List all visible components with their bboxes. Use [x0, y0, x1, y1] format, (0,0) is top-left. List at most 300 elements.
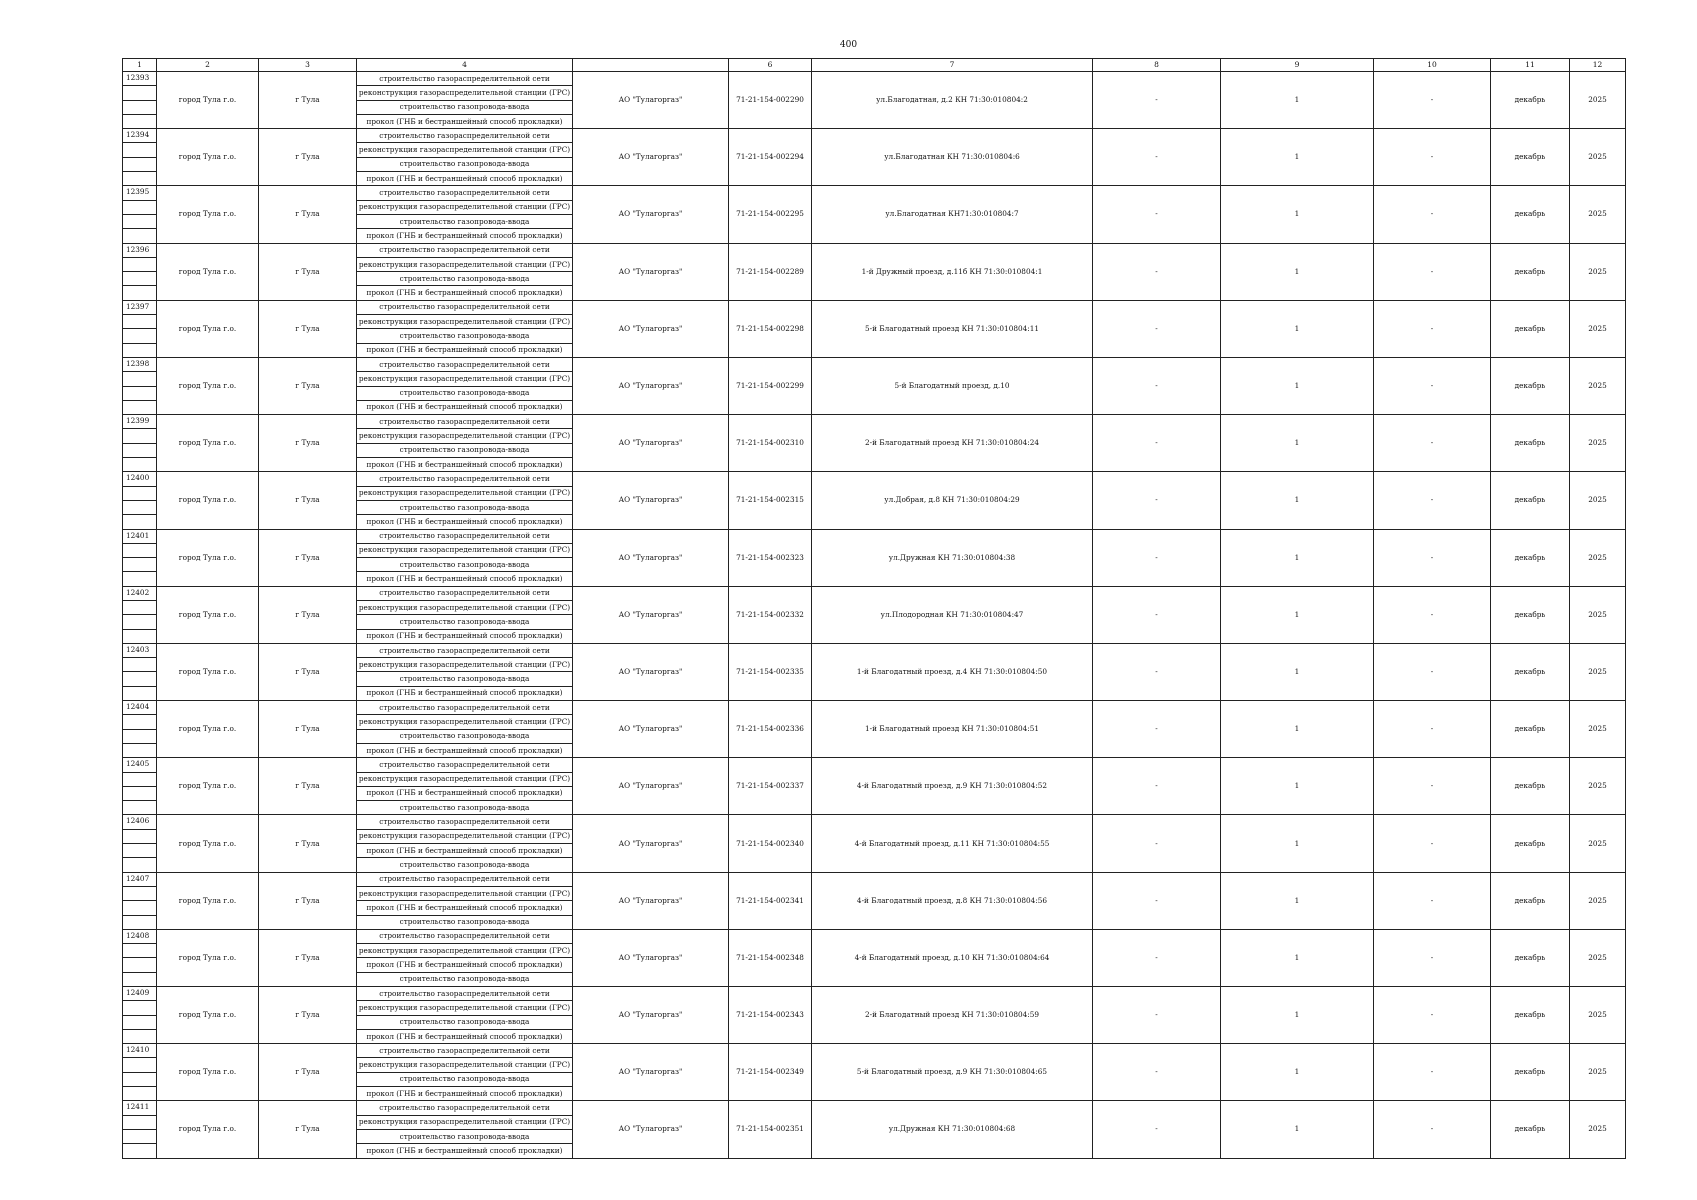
work-type-cell: строительство газопровода-ввода [357, 972, 573, 986]
column-header: 8 [1093, 59, 1221, 72]
operator-cell: АО "Тулагоргаз" [573, 815, 729, 872]
record-number-blank [123, 915, 157, 929]
work-type-cell: реконструкция газораспределительной станции (ГРС) [357, 86, 573, 100]
record-number: 12395 [123, 186, 157, 200]
quantity-cell: 1 [1221, 129, 1374, 186]
record-subrow [123, 872, 1626, 886]
column-10-cell: - [1374, 72, 1491, 129]
record-number-blank [123, 600, 157, 614]
column-10-cell: - [1374, 815, 1491, 872]
record-number-blank [123, 143, 157, 157]
record-number: 12393 [123, 72, 157, 86]
column-8-cell: - [1093, 357, 1221, 414]
record-number: 12398 [123, 357, 157, 371]
object-code-cell: 71-21-154-002289 [729, 243, 812, 300]
quantity-cell: 1 [1221, 357, 1374, 414]
settlement-cell: г Тула [259, 815, 357, 872]
column-8-cell: - [1093, 872, 1221, 929]
record-number-blank [123, 1015, 157, 1029]
month-cell: декабрь [1491, 815, 1570, 872]
record-number-blank [123, 172, 157, 186]
column-header: 9 [1221, 59, 1374, 72]
district-cell: город Тула г.о. [157, 586, 259, 643]
work-type-cell: реконструкция газораспределительной станции (ГРС) [357, 944, 573, 958]
work-type-cell: прокол (ГНБ и бестраншейный способ прокладки) [357, 786, 573, 800]
record-number-blank [123, 715, 157, 729]
address-cell: 5-й Благодатный проезд, д.10 [812, 357, 1093, 414]
work-type-cell: прокол (ГНБ и бестраншейный способ прокладки) [357, 1087, 573, 1101]
address-cell: 4-й Благодатный проезд, д.10 КН 71:30:010804:64 [812, 929, 1093, 986]
district-cell: город Тула г.о. [157, 415, 259, 472]
work-type-cell: прокол (ГНБ и бестраншейный способ прокладки) [357, 515, 573, 529]
record-number-blank [123, 1029, 157, 1043]
record-number-blank [123, 1058, 157, 1072]
column-header: 4 [357, 59, 573, 72]
month-cell: декабрь [1491, 872, 1570, 929]
record-subrow [123, 987, 1626, 1001]
record-number-blank [123, 515, 157, 529]
work-type-cell: прокол (ГНБ и бестраншейный способ прокладки) [357, 400, 573, 414]
work-type-cell: прокол (ГНБ и бестраншейный способ прокладки) [357, 958, 573, 972]
work-type-cell: строительство газораспределительной сети [357, 186, 573, 200]
record-number-blank [123, 200, 157, 214]
operator-cell: АО "Тулагоргаз" [573, 300, 729, 357]
work-type-cell: строительство газопровода-ввода [357, 729, 573, 743]
register-table [122, 58, 1626, 1159]
record-number: 12397 [123, 300, 157, 314]
object-code-cell: 71-21-154-002315 [729, 472, 812, 529]
district-cell: город Тула г.о. [157, 929, 259, 986]
work-type-cell: строительство газопровода-ввода [357, 915, 573, 929]
operator-cell: АО "Тулагоргаз" [573, 758, 729, 815]
operator-cell: АО "Тулагоргаз" [573, 72, 729, 129]
district-cell: город Тула г.о. [157, 243, 259, 300]
settlement-cell: г Тула [259, 987, 357, 1044]
month-cell: декабрь [1491, 300, 1570, 357]
work-type-cell: строительство газопровода-ввода [357, 386, 573, 400]
column-8-cell: - [1093, 186, 1221, 243]
object-code-cell: 71-21-154-002349 [729, 1044, 812, 1101]
work-type-cell: прокол (ГНБ и бестраншейный способ прокладки) [357, 844, 573, 858]
column-8-cell: - [1093, 243, 1221, 300]
work-type-cell: реконструкция газораспределительной станции (ГРС) [357, 1115, 573, 1129]
year-cell: 2025 [1570, 529, 1626, 586]
work-type-cell: реконструкция газораспределительной станции (ГРС) [357, 372, 573, 386]
record-number: 12411 [123, 1101, 157, 1115]
column-10-cell: - [1374, 872, 1491, 929]
year-cell: 2025 [1570, 586, 1626, 643]
record-number-blank [123, 458, 157, 472]
record-number: 12400 [123, 472, 157, 486]
work-type-cell: прокол (ГНБ и бестраншейный способ прокладки) [357, 172, 573, 186]
record-subrow [123, 129, 1626, 143]
column-8-cell: - [1093, 758, 1221, 815]
settlement-cell: г Тула [259, 300, 357, 357]
work-type-cell: строительство газопровода-ввода [357, 443, 573, 457]
work-type-cell: строительство газораспределительной сети [357, 987, 573, 1001]
district-cell: город Тула г.о. [157, 872, 259, 929]
work-type-cell: реконструкция газораспределительной станции (ГРС) [357, 1058, 573, 1072]
work-type-cell: прокол (ГНБ и бестраншейный способ прокладки) [357, 229, 573, 243]
object-code-cell: 71-21-154-002351 [729, 1101, 812, 1158]
settlement-cell: г Тула [259, 701, 357, 758]
record-number-blank [123, 743, 157, 757]
record-subrow [123, 1101, 1626, 1115]
work-type-cell: строительство газораспределительной сети [357, 815, 573, 829]
settlement-cell: г Тула [259, 643, 357, 700]
month-cell: декабрь [1491, 472, 1570, 529]
record-number-blank [123, 686, 157, 700]
year-cell: 2025 [1570, 815, 1626, 872]
record-number: 12396 [123, 243, 157, 257]
object-code-cell: 71-21-154-002323 [729, 529, 812, 586]
address-cell: 2-й Благодатный проезд КН 71:30:010804:24 [812, 415, 1093, 472]
record-number-blank [123, 100, 157, 114]
record-number-blank [123, 658, 157, 672]
quantity-cell: 1 [1221, 1101, 1374, 1158]
work-type-cell: прокол (ГНБ и бестраншейный способ прокладки) [357, 686, 573, 700]
column-header: 2 [157, 59, 259, 72]
address-cell: ул.Благодатная КН71:30:010804:7 [812, 186, 1093, 243]
record-number-blank [123, 114, 157, 128]
column-10-cell: - [1374, 701, 1491, 758]
record-number-blank [123, 944, 157, 958]
record-subrow [123, 415, 1626, 429]
column-10-cell: - [1374, 243, 1491, 300]
year-cell: 2025 [1570, 186, 1626, 243]
year-cell: 2025 [1570, 1101, 1626, 1158]
month-cell: декабрь [1491, 357, 1570, 414]
record-number: 12403 [123, 643, 157, 657]
column-8-cell: - [1093, 987, 1221, 1044]
record-number-blank [123, 1129, 157, 1143]
record-subrow [123, 300, 1626, 314]
work-type-cell: реконструкция газораспределительной станции (ГРС) [357, 315, 573, 329]
record-number-blank [123, 672, 157, 686]
work-type-cell: строительство газопровода-ввода [357, 858, 573, 872]
work-type-cell: строительство газораспределительной сети [357, 758, 573, 772]
work-type-cell: строительство газораспределительной сети [357, 586, 573, 600]
record-number-blank [123, 429, 157, 443]
object-code-cell: 71-21-154-002298 [729, 300, 812, 357]
object-code-cell: 71-21-154-002332 [729, 586, 812, 643]
operator-cell: АО "Тулагоргаз" [573, 243, 729, 300]
quantity-cell: 1 [1221, 186, 1374, 243]
month-cell: декабрь [1491, 243, 1570, 300]
record-number-blank [123, 1072, 157, 1086]
record-number-blank [123, 315, 157, 329]
district-cell: город Тула г.о. [157, 1101, 259, 1158]
column-8-cell: - [1093, 300, 1221, 357]
object-code-cell: 71-21-154-002294 [729, 129, 812, 186]
record-number: 12406 [123, 815, 157, 829]
work-type-cell: строительство газопровода-ввода [357, 100, 573, 114]
operator-cell: АО "Тулагоргаз" [573, 987, 729, 1044]
record-subrow [123, 701, 1626, 715]
work-type-cell: строительство газопровода-ввода [357, 672, 573, 686]
address-cell: 1-й Благодатный проезд КН 71:30:010804:51 [812, 701, 1093, 758]
address-cell: ул.Добрая, д.8 КН 71:30:010804:29 [812, 472, 1093, 529]
column-8-cell: - [1093, 1044, 1221, 1101]
work-type-cell: строительство газораспределительной сети [357, 1101, 573, 1115]
quantity-cell: 1 [1221, 586, 1374, 643]
column-header: 6 [729, 59, 812, 72]
operator-cell: АО "Тулагоргаз" [573, 872, 729, 929]
work-type-cell: реконструкция газораспределительной станции (ГРС) [357, 429, 573, 443]
address-cell: 2-й Благодатный проезд КН 71:30:010804:59 [812, 987, 1093, 1044]
quantity-cell: 1 [1221, 758, 1374, 815]
operator-cell: АО "Тулагоргаз" [573, 701, 729, 758]
record-number-blank [123, 1144, 157, 1158]
work-type-cell: строительство газопровода-ввода [357, 272, 573, 286]
record-number: 12399 [123, 415, 157, 429]
work-type-cell: строительство газопровода-ввода [357, 1129, 573, 1143]
month-cell: декабрь [1491, 643, 1570, 700]
month-cell: декабрь [1491, 1044, 1570, 1101]
register-body [123, 72, 1626, 1159]
work-type-cell: строительство газораспределительной сети [357, 643, 573, 657]
record-number: 12394 [123, 129, 157, 143]
record-subrow [123, 357, 1626, 371]
work-type-cell: строительство газораспределительной сети [357, 129, 573, 143]
quantity-cell: 1 [1221, 415, 1374, 472]
record-number-blank [123, 443, 157, 457]
column-10-cell: - [1374, 186, 1491, 243]
operator-cell: АО "Тулагоргаз" [573, 1101, 729, 1158]
record-number-blank [123, 772, 157, 786]
settlement-cell: г Тула [259, 1101, 357, 1158]
record-subrow [123, 186, 1626, 200]
address-cell: ул.Дружная КН 71:30:010804:68 [812, 1101, 1093, 1158]
work-type-cell: строительство газораспределительной сети [357, 415, 573, 429]
record-number-blank [123, 558, 157, 572]
year-cell: 2025 [1570, 758, 1626, 815]
record-subrow [123, 815, 1626, 829]
month-cell: декабрь [1491, 129, 1570, 186]
column-10-cell: - [1374, 987, 1491, 1044]
year-cell: 2025 [1570, 987, 1626, 1044]
column-header: 7 [812, 59, 1093, 72]
record-number-blank [123, 615, 157, 629]
settlement-cell: г Тула [259, 72, 357, 129]
column-10-cell: - [1374, 529, 1491, 586]
address-cell: 4-й Благодатный проезд, д.11 КН 71:30:010804:55 [812, 815, 1093, 872]
district-cell: город Тула г.о. [157, 300, 259, 357]
record-subrow [123, 643, 1626, 657]
work-type-cell: строительство газопровода-ввода [357, 1015, 573, 1029]
record-number-blank [123, 958, 157, 972]
settlement-cell: г Тула [259, 758, 357, 815]
work-type-cell: прокол (ГНБ и бестраншейный способ прокладки) [357, 458, 573, 472]
work-type-cell: строительство газораспределительной сети [357, 701, 573, 715]
column-8-cell: - [1093, 529, 1221, 586]
column-header: 10 [1374, 59, 1491, 72]
record-number-blank [123, 543, 157, 557]
settlement-cell: г Тула [259, 586, 357, 643]
work-type-cell: прокол (ГНБ и бестраншейный способ прокладки) [357, 629, 573, 643]
column-header: 11 [1491, 59, 1570, 72]
address-cell: ул.Благодатная, д.2 КН 71:30:010804:2 [812, 72, 1093, 129]
record-number-blank [123, 572, 157, 586]
column-8-cell: - [1093, 701, 1221, 758]
settlement-cell: г Тула [259, 357, 357, 414]
district-cell: город Тула г.о. [157, 72, 259, 129]
object-code-cell: 71-21-154-002295 [729, 186, 812, 243]
month-cell: декабрь [1491, 758, 1570, 815]
settlement-cell: г Тула [259, 415, 357, 472]
district-cell: город Тула г.о. [157, 529, 259, 586]
work-type-cell: строительство газопровода-ввода [357, 558, 573, 572]
column-8-cell: - [1093, 72, 1221, 129]
year-cell: 2025 [1570, 72, 1626, 129]
address-cell: 5-й Благодатный проезд КН 71:30:010804:11 [812, 300, 1093, 357]
work-type-cell: строительство газопровода-ввода [357, 329, 573, 343]
quantity-cell: 1 [1221, 300, 1374, 357]
quantity-cell: 1 [1221, 987, 1374, 1044]
address-cell: 5-й Благодатный проезд, д.9 КН 71:30:010804:65 [812, 1044, 1093, 1101]
record-number-blank [123, 86, 157, 100]
work-type-cell: прокол (ГНБ и бестраншейный способ прокладки) [357, 901, 573, 915]
work-type-cell: реконструкция газораспределительной станции (ГРС) [357, 829, 573, 843]
settlement-cell: г Тула [259, 529, 357, 586]
operator-cell: АО "Тулагоргаз" [573, 1044, 729, 1101]
work-type-cell: прокол (ГНБ и бестраншейный способ прокладки) [357, 743, 573, 757]
column-8-cell: - [1093, 472, 1221, 529]
record-number-blank [123, 329, 157, 343]
object-code-cell: 71-21-154-002340 [729, 815, 812, 872]
record-number-blank [123, 157, 157, 171]
month-cell: декабрь [1491, 586, 1570, 643]
operator-cell: АО "Тулагоргаз" [573, 357, 729, 414]
record-number-blank [123, 372, 157, 386]
operator-cell: АО "Тулагоргаз" [573, 129, 729, 186]
settlement-cell: г Тула [259, 186, 357, 243]
year-cell: 2025 [1570, 472, 1626, 529]
column-10-cell: - [1374, 758, 1491, 815]
settlement-cell: г Тула [259, 929, 357, 986]
settlement-cell: г Тула [259, 1044, 357, 1101]
record-subrow [123, 1044, 1626, 1058]
record-number-blank [123, 729, 157, 743]
district-cell: город Тула г.о. [157, 643, 259, 700]
quantity-cell: 1 [1221, 872, 1374, 929]
record-number-blank [123, 229, 157, 243]
work-type-cell: прокол (ГНБ и бестраншейный способ прокладки) [357, 343, 573, 357]
work-type-cell: строительство газораспределительной сети [357, 529, 573, 543]
operator-cell: АО "Тулагоргаз" [573, 643, 729, 700]
work-type-cell: прокол (ГНБ и бестраншейный способ прокладки) [357, 114, 573, 128]
year-cell: 2025 [1570, 1044, 1626, 1101]
address-cell: 1-й Благодатный проезд, д.4 КН 71:30:010804:50 [812, 643, 1093, 700]
record-number-blank [123, 801, 157, 815]
work-type-cell: реконструкция газораспределительной станции (ГРС) [357, 1001, 573, 1015]
record-number-blank [123, 486, 157, 500]
record-number-blank [123, 386, 157, 400]
object-code-cell: 71-21-154-002335 [729, 643, 812, 700]
object-code-cell: 71-21-154-002310 [729, 415, 812, 472]
work-type-cell: строительство газораспределительной сети [357, 929, 573, 943]
work-type-cell: строительство газопровода-ввода [357, 157, 573, 171]
work-type-cell: прокол (ГНБ и бестраншейный способ прокладки) [357, 572, 573, 586]
column-8-cell: - [1093, 129, 1221, 186]
address-cell: ул.Благодатная КН 71:30:010804:6 [812, 129, 1093, 186]
year-cell: 2025 [1570, 357, 1626, 414]
record-number-blank [123, 286, 157, 300]
record-subrow [123, 586, 1626, 600]
record-number: 12404 [123, 701, 157, 715]
work-type-cell: строительство газопровода-ввода [357, 1072, 573, 1086]
record-subrow [123, 929, 1626, 943]
year-cell: 2025 [1570, 129, 1626, 186]
record-number-blank [123, 214, 157, 228]
column-10-cell: - [1374, 129, 1491, 186]
operator-cell: АО "Тулагоргаз" [573, 186, 729, 243]
district-cell: город Тула г.о. [157, 701, 259, 758]
quantity-cell: 1 [1221, 529, 1374, 586]
quantity-cell: 1 [1221, 243, 1374, 300]
column-10-cell: - [1374, 929, 1491, 986]
column-8-cell: - [1093, 415, 1221, 472]
district-cell: город Тула г.о. [157, 472, 259, 529]
record-number-blank [123, 257, 157, 271]
record-number-blank [123, 844, 157, 858]
settlement-cell: г Тула [259, 243, 357, 300]
work-type-cell: прокол (ГНБ и бестраншейный способ прокладки) [357, 1029, 573, 1043]
work-type-cell: строительство газопровода-ввода [357, 615, 573, 629]
month-cell: декабрь [1491, 72, 1570, 129]
record-number-blank [123, 829, 157, 843]
record-number-blank [123, 786, 157, 800]
work-type-cell: строительство газопровода-ввода [357, 500, 573, 514]
year-cell: 2025 [1570, 300, 1626, 357]
record-number: 12407 [123, 872, 157, 886]
record-number-blank [123, 400, 157, 414]
record-number-blank [123, 1087, 157, 1101]
column-8-cell: - [1093, 929, 1221, 986]
record-number-blank [123, 858, 157, 872]
address-cell: 4-й Благодатный проезд, д.8 КН 71:30:010804:56 [812, 872, 1093, 929]
column-10-cell: - [1374, 586, 1491, 643]
column-10-cell: - [1374, 1101, 1491, 1158]
record-number: 12402 [123, 586, 157, 600]
quantity-cell: 1 [1221, 72, 1374, 129]
settlement-cell: г Тула [259, 129, 357, 186]
quantity-cell: 1 [1221, 643, 1374, 700]
district-cell: город Тула г.о. [157, 987, 259, 1044]
work-type-cell: строительство газораспределительной сети [357, 872, 573, 886]
work-type-cell: реконструкция газораспределительной станции (ГРС) [357, 143, 573, 157]
column-10-cell: - [1374, 357, 1491, 414]
work-type-cell: строительство газопровода-ввода [357, 214, 573, 228]
record-number: 12410 [123, 1044, 157, 1058]
object-code-cell: 71-21-154-002299 [729, 357, 812, 414]
district-cell: город Тула г.о. [157, 129, 259, 186]
work-type-cell: реконструкция газораспределительной станции (ГРС) [357, 715, 573, 729]
column-8-cell: - [1093, 815, 1221, 872]
work-type-cell: прокол (ГНБ и бестраншейный способ прокладки) [357, 286, 573, 300]
year-cell: 2025 [1570, 243, 1626, 300]
district-cell: город Тула г.о. [157, 815, 259, 872]
column-header [573, 59, 729, 72]
work-type-cell: строительство газораспределительной сети [357, 300, 573, 314]
object-code-cell: 71-21-154-002343 [729, 987, 812, 1044]
settlement-cell: г Тула [259, 472, 357, 529]
record-subrow [123, 243, 1626, 257]
column-header: 3 [259, 59, 357, 72]
month-cell: декабрь [1491, 415, 1570, 472]
column-number-row [123, 59, 1626, 72]
record-subrow [123, 472, 1626, 486]
